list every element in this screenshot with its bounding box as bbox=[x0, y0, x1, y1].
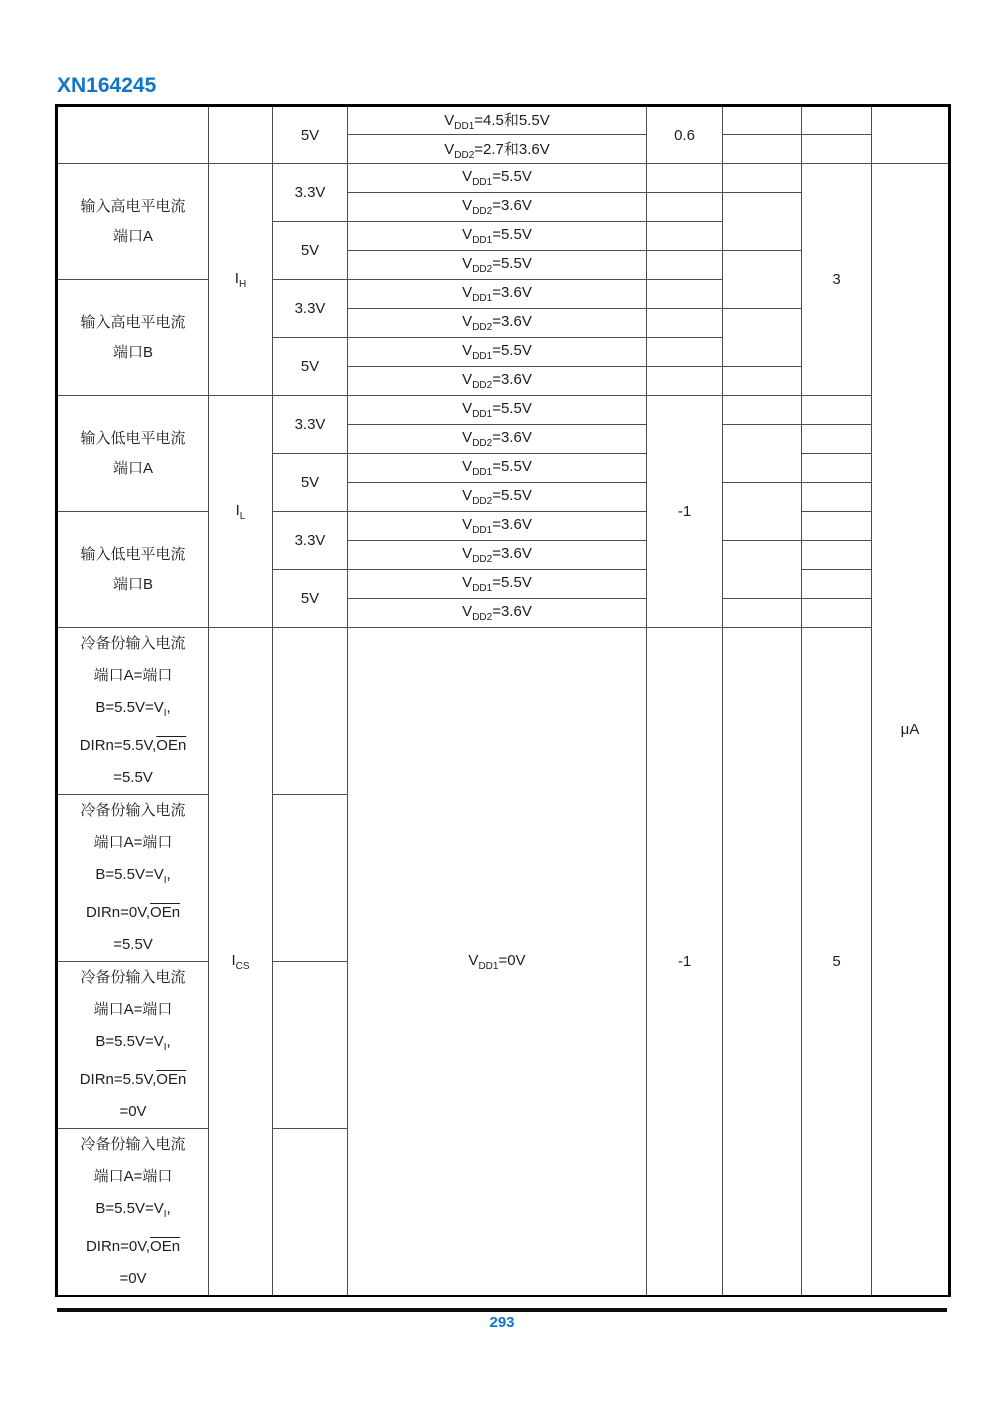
voltage-cell-empty bbox=[273, 962, 348, 1129]
typ-cell-empty bbox=[723, 367, 802, 396]
condition-cell: $V_{DD1}=5.5V$ bbox=[348, 222, 647, 251]
condition-cell: $V_{DD1}=0V$ bbox=[348, 628, 647, 1297]
min-cell-empty bbox=[647, 222, 723, 251]
typ-cell-empty bbox=[723, 135, 802, 164]
voltage-cell: 5V bbox=[273, 106, 348, 164]
voltage-cell-empty bbox=[273, 628, 348, 795]
voltage-cell-empty bbox=[273, 1129, 348, 1297]
condition-cell: $V_{DD2}=3.6V$ bbox=[348, 599, 647, 628]
max-cell: 5 bbox=[802, 628, 872, 1297]
condition-cell: $V_{DD1}=5.5V$ bbox=[348, 454, 647, 483]
param-cell: 输入低电平电流 端口B bbox=[57, 512, 209, 628]
max-cell: 3 bbox=[802, 164, 872, 396]
min-cell-empty bbox=[647, 193, 723, 222]
max-cell-empty bbox=[802, 425, 872, 454]
typ-cell-empty bbox=[723, 628, 802, 1297]
condition-cell: $V_{DD2}=5.5V$ bbox=[348, 483, 647, 512]
unit-cell-empty bbox=[872, 106, 950, 164]
typ-cell-empty bbox=[723, 106, 802, 135]
voltage-cell: 5V bbox=[273, 222, 348, 280]
max-cell-empty bbox=[802, 570, 872, 599]
max-cell-empty bbox=[802, 512, 872, 541]
unit-cell: μA bbox=[872, 164, 950, 1297]
voltage-cell: 3.3V bbox=[273, 280, 348, 338]
typ-cell-empty bbox=[723, 599, 802, 628]
max-cell-empty bbox=[802, 135, 872, 164]
voltage-cell: 5V bbox=[273, 338, 348, 396]
param-cell: 冷备份输入电流 端口A=端口 $B=5.5V=V_I$, $DIRn=0V,\overline{OEn}$ =5.5V bbox=[57, 795, 209, 962]
symbol-cell: $I_{CS}$ bbox=[209, 628, 273, 1297]
param-cell: 冷备份输入电流 端口A=端口 $B=5.5V=V_I$, $DIRn=0V,\overline{OEn}$ =0V bbox=[57, 1129, 209, 1297]
condition-cell: $V_{DD1}=3.6V$ bbox=[348, 280, 647, 309]
min-cell-empty bbox=[647, 309, 723, 338]
param-cell: 冷备份输入电流 端口A=端口 $B=5.5V=V_I$, $DIRn=5.5V,\overline{OEn}$ =5.5V bbox=[57, 628, 209, 795]
min-cell-empty bbox=[647, 338, 723, 367]
voltage-cell: 3.3V bbox=[273, 396, 348, 454]
typ-cell-empty bbox=[723, 396, 802, 425]
typ-cell-empty bbox=[723, 425, 802, 483]
param-cell: 冷备份输入电流 端口A=端口 $B=5.5V=V_I$, $DIRn=5.5V,\overline{OEn}$ =0V bbox=[57, 962, 209, 1129]
param-cell: 输入高电平电流 端口A bbox=[57, 164, 209, 280]
max-cell-empty bbox=[802, 599, 872, 628]
min-cell-empty bbox=[647, 164, 723, 193]
min-cell-empty bbox=[647, 367, 723, 396]
voltage-cell: 5V bbox=[273, 454, 348, 512]
max-cell-empty bbox=[802, 541, 872, 570]
condition-cell: $V_{DD1}=5.5V$ bbox=[348, 570, 647, 599]
footer-rule bbox=[57, 1308, 947, 1312]
condition-cell: $V_{DD2}=3.6V$ bbox=[348, 541, 647, 570]
condition-cell: $V_{DD2}=2.7$和3.6V bbox=[348, 135, 647, 164]
min-cell-empty bbox=[647, 280, 723, 309]
symbol-cell: $I_H$ bbox=[209, 164, 273, 396]
typ-cell-empty bbox=[723, 483, 802, 541]
typ-cell-empty bbox=[723, 309, 802, 367]
condition-cell: $V_{DD1}=3.6V$ bbox=[348, 512, 647, 541]
max-cell-empty bbox=[802, 396, 872, 425]
min-cell: -1 bbox=[647, 396, 723, 628]
typ-cell-empty bbox=[723, 251, 802, 309]
condition-cell: $V_{DD2}=3.6V$ bbox=[348, 367, 647, 396]
max-cell-empty bbox=[802, 454, 872, 483]
typ-cell-empty bbox=[723, 193, 802, 251]
condition-cell: $V_{DD2}=3.6V$ bbox=[348, 309, 647, 338]
param-cell: 输入低电平电流 端口A bbox=[57, 396, 209, 512]
condition-cell: $V_{DD2}=3.6V$ bbox=[348, 425, 647, 454]
page-number: 293 bbox=[489, 1314, 515, 1331]
condition-cell: $V_{DD1}=5.5V$ bbox=[348, 396, 647, 425]
voltage-cell-empty bbox=[273, 795, 348, 962]
condition-cell: $V_{DD1}=5.5V$ bbox=[348, 338, 647, 367]
voltage-cell: 3.3V bbox=[273, 512, 348, 570]
max-cell-empty bbox=[802, 106, 872, 135]
condition-cell: $V_{DD2}=3.6V$ bbox=[348, 193, 647, 222]
min-cell: -1 bbox=[647, 628, 723, 1297]
condition-cell: $V_{DD2}=5.5V$ bbox=[348, 251, 647, 280]
symbol-cell-empty bbox=[209, 106, 273, 164]
symbol-cell: $I_L$ bbox=[209, 396, 273, 628]
page-title: XN164245 bbox=[57, 74, 157, 97]
param-cell: 输入高电平电流 端口B bbox=[57, 280, 209, 396]
min-cell: 0.6 bbox=[647, 106, 723, 164]
max-cell-empty bbox=[802, 483, 872, 512]
min-cell-empty bbox=[647, 251, 723, 280]
voltage-cell: 3.3V bbox=[273, 164, 348, 222]
condition-cell: $V_{DD1}=4.5$和5.5V bbox=[348, 106, 647, 135]
voltage-cell: 5V bbox=[273, 570, 348, 628]
spec-table bbox=[55, 104, 951, 1297]
condition-cell: $V_{DD1}=5.5V$ bbox=[348, 164, 647, 193]
typ-cell-empty bbox=[723, 164, 802, 193]
typ-cell-empty bbox=[723, 541, 802, 599]
param-cell-empty bbox=[57, 106, 209, 164]
